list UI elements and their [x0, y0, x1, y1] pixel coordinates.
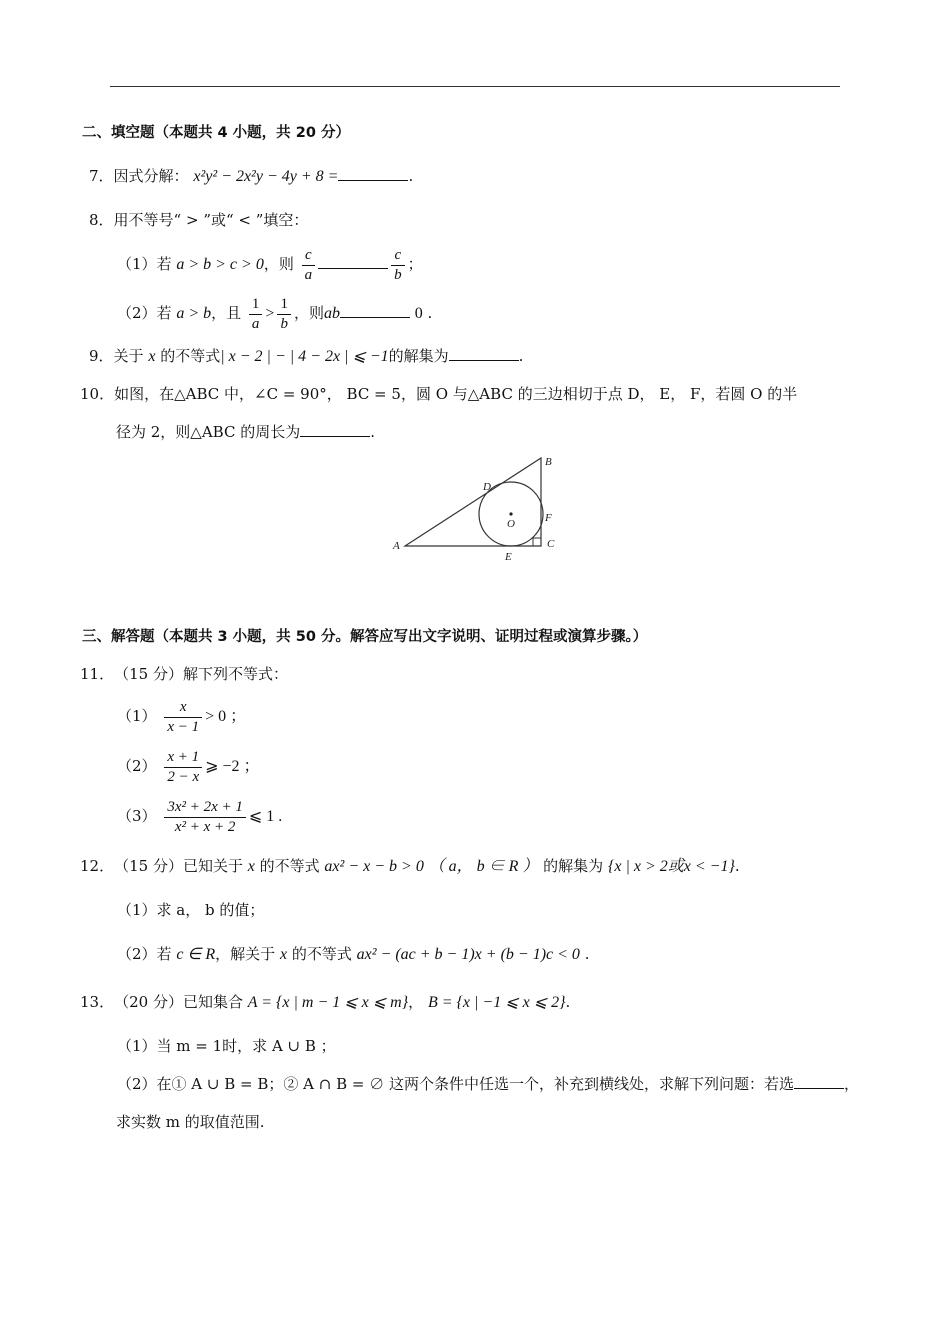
q13-p2-line-1: （2）在① A ∪ B = B；② A ∩ B = ∅ 这两个条件中任选一个，补充到横线处，求解下列问题：若选	[117, 1075, 795, 1093]
q8-p2-fraction-1: $\frac{1}{a}$	[249, 295, 263, 334]
q12-text-1: （15 分）已知关于	[114, 857, 243, 875]
q11-p2-label: （2）	[117, 757, 157, 775]
q11-text: （15 分）解下列不等式：	[114, 665, 288, 683]
q8-p2-then: ，则	[293, 304, 324, 322]
q12-part-2	[117, 944, 589, 965]
q7-tail: .	[408, 167, 414, 185]
q12-expression: ax² − x − b > 0	[324, 858, 424, 875]
q12-text-2: 的不等式	[259, 857, 320, 875]
q9-number: 9．	[89, 347, 114, 365]
q8-p1-tail: ；	[407, 255, 423, 273]
q9-text-1: 关于	[113, 347, 144, 365]
q11-p3-fraction: $\frac{\text{3x² + 2x + 1}}{\text{x² + x + 2}}$	[164, 798, 246, 837]
q12-p2-condition: c ∈ R	[176, 946, 216, 963]
q11-p3-relation: ⩽ 1 .	[248, 808, 283, 825]
q12-p2-tail: .	[584, 945, 590, 963]
q10-answer-blank[interactable]	[300, 422, 370, 437]
q8-p1-then: ，则	[263, 255, 294, 273]
q12-variable: x	[247, 858, 255, 875]
q12-p2-text-2: 的不等式	[291, 945, 352, 963]
question-8	[89, 210, 308, 230]
q12-solution-set: {x | x > 2或x < −1}	[607, 858, 735, 875]
question-11	[80, 664, 288, 684]
q13-set-b: B = {x | −1 ⩽ x ⩽ 2}	[427, 994, 566, 1011]
q9-answer-blank[interactable]	[449, 346, 519, 361]
q9-tail: .	[518, 347, 524, 365]
q9-text-3: 的解集为	[388, 347, 449, 365]
q8-p2-answer-blank[interactable]	[340, 303, 410, 318]
q12-p2-label: （2）若	[117, 945, 172, 963]
right-angle-mark	[533, 538, 541, 546]
q8-p2-zero: 0	[414, 305, 423, 322]
q8-p2-label: （2）若	[117, 304, 172, 322]
question-12	[80, 856, 740, 877]
q8-p2-and: ，且	[211, 304, 242, 322]
label-b: B	[545, 456, 552, 468]
center-point-o	[509, 512, 512, 515]
q9-variable: x	[148, 348, 156, 365]
q11-p2-relation: ⩾ −2 ；	[205, 758, 260, 775]
q7-answer-blank[interactable]	[338, 166, 408, 181]
q11-p1-label: （1）	[117, 707, 157, 725]
q12-text-3: 的解集为	[543, 857, 604, 875]
q8-p1-fraction-1: $\frac{c}{a}$	[302, 246, 316, 285]
q11-part-1	[117, 696, 246, 737]
q10-line-1: 如图，在△ABC 中，∠C = 90°， BC = 5，圆 O 与△ABC 的三边相切于点 D， E， F，若圆 O 的半	[114, 385, 798, 403]
q8-p1-answer-blank[interactable]	[318, 254, 388, 269]
q13-p2-line-2: 求实数 m 的取值范围.	[116, 1113, 265, 1131]
q8-p1-fraction-2: $\frac{c}{b}$	[391, 246, 405, 285]
label-a: A	[393, 540, 400, 552]
q9-text-2: 的不等式	[160, 347, 221, 365]
section-2-title: 二、填空题（本题共 4 小题，共 20 分）	[82, 125, 350, 141]
q10-line-2-wrap	[116, 422, 375, 442]
label-o: O	[507, 518, 515, 530]
q8-number: 8．	[89, 211, 114, 229]
q13-number: 13．	[80, 993, 115, 1011]
q11-p1-fraction: $\frac{x}{x - 1}$	[164, 698, 202, 737]
label-c: C	[547, 538, 555, 550]
q13-part-1: （1）当 m = 1时，求 A ∪ B ；	[117, 1037, 336, 1055]
q8-p2-tail: .	[427, 304, 433, 322]
q12-p2-variable: x	[279, 946, 288, 963]
question-7	[89, 166, 413, 187]
question-10	[80, 384, 797, 404]
q13-comma: ，	[408, 993, 424, 1011]
q13-set-a: A = {x | m − 1 ⩽ x ⩽ m}	[247, 994, 409, 1011]
q11-p3-label: （3）	[117, 807, 157, 825]
q7-expression: x²y² − 2x²y − 4y + 8 =	[193, 168, 339, 185]
q13-answer-blank[interactable]	[794, 1074, 844, 1089]
q12-p2-expression: ax² − (ac + b − 1)x + (b − 1)c < 0	[356, 946, 580, 963]
q8-p2-condition: a > b	[176, 305, 212, 322]
section-3-title: 三、解答题（本题共 3 小题，共 50 分。解答应写出文字说明、证明过程或演算步骤。）	[82, 629, 648, 645]
q10-tail: .	[370, 423, 376, 441]
label-d: D	[483, 481, 491, 493]
q8-text: 用不等号“ > ”或“ < ”填空：	[113, 211, 309, 229]
label-f: F	[545, 512, 552, 524]
q13-p2-tail: ，	[844, 1075, 860, 1093]
triangle-abc	[405, 458, 541, 546]
q7-number: 7．	[89, 167, 114, 185]
q12-part-1: （1）求 a， b 的值；	[117, 901, 265, 919]
triangle-figure	[385, 450, 565, 565]
q13-tail: .	[565, 993, 571, 1011]
q8-p2-gt: >	[265, 305, 275, 322]
q12-number: 12．	[80, 857, 115, 875]
q10-line-2: 径为 2，则△ABC 的周长为	[116, 423, 301, 441]
q8-part-2	[117, 293, 432, 334]
question-9	[89, 346, 523, 367]
label-e: E	[505, 551, 512, 563]
q12-tail: .	[734, 857, 740, 875]
q11-part-2	[117, 746, 260, 787]
q11-number: 11．	[80, 665, 115, 683]
q13-text: （20 分）已知集合	[114, 993, 243, 1011]
q12-p2-text: ，解关于	[215, 945, 276, 963]
q11-p2-fraction: $\frac{x + 1}{2 - x}$	[164, 748, 202, 787]
q8-p1-condition: a > b > c > 0	[176, 256, 264, 273]
q11-part-3	[117, 796, 282, 837]
header-rule	[110, 86, 840, 87]
q8-part-1	[117, 244, 423, 285]
q11-p1-relation: > 0 ；	[205, 708, 247, 725]
q12-condition: （ a， b ∈ R ）	[428, 858, 539, 875]
q8-p2-ab: ab	[323, 305, 340, 322]
q10-number: 10．	[80, 385, 115, 403]
q8-p1-label: （1）若	[117, 255, 172, 273]
q7-text: 因式分解：	[113, 167, 189, 185]
question-13	[80, 992, 570, 1013]
q13-part-2	[117, 1074, 859, 1094]
q9-expression: | x − 2 | − | 4 − 2x | ⩽ −1	[220, 348, 389, 365]
q8-p2-fraction-2: $\frac{1}{b}$	[277, 295, 291, 334]
